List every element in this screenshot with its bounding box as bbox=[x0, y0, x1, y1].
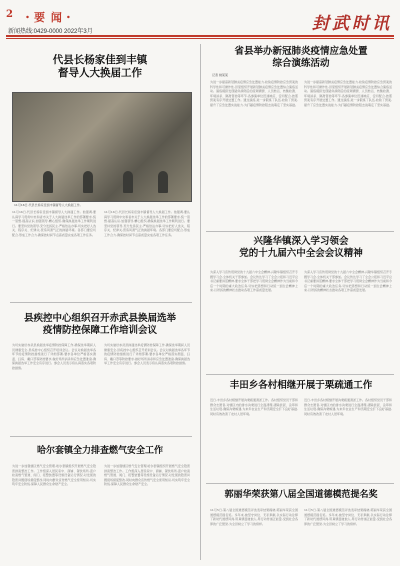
article-4-byline: 记者 姚某某 bbox=[212, 73, 228, 77]
page-number: 2 bbox=[6, 9, 13, 20]
article-5-body-col2: 为深入学习宣传贯彻党的十九届六中全会精神,兴隆华镇组织召开专题学习会,全体机关干部参加。会议传达学习了全会公报和习近平总书记重要讲话精神,要求全体干部把学习贯彻全会精神作为当前和今后一个时期的重大政治任务,切实把思想和行动统一到全会精神上来,以昂扬的精神状态推动各项工作高质量发展。 bbox=[304, 270, 392, 293]
headline-6: 丰田乡各村相继开展于栗疏通工作 bbox=[229, 380, 373, 391]
headline-5: 兴隆华镇深入学习领会 党的十九届六中全会会议精神 bbox=[239, 236, 363, 259]
headline-4: 省县举办新冠肺炎疫情应急处置 综合演练活动 bbox=[234, 46, 368, 69]
article-3-body-col1: 为进一步加强辖区燃气安全管理,哈尔套镇组织开展燃气安全隐患排查整治工作。工作组深入居民家中、商铺、餐饮场所,逐户检查燃气管道、阀门、报警装置等设施设备运行情况,对发现的隐患问题现场督促整改,同时向群众宣传燃气安全使用知识,切实筑牢安全防线,保障人民群众生命财产安全。 bbox=[12, 464, 96, 487]
article-4-body-col1: 为进一步提高新冠肺炎疫情应急处置能力,检验疫情防控应急预案的科学性和可操作性,县里组织开展新冠肺炎疫情应急处置综合演练活动。演练模拟发现疑似病例后的流调溯源、人员转运、核酸检测、环境消杀、隔离管控等环节,各参演单位迅速响应、密切配合,按照预案有序开展处置工作。通过演练,进一步锻炼了队伍,检验了预案,提升了应急处置实战能力,为打赢疫情防控阻击战奠定了坚实基础。 bbox=[210, 80, 298, 107]
separator bbox=[206, 483, 394, 484]
separator bbox=[206, 231, 394, 232]
article-1-body-col1: 11月16日,代县长杨家佳到丰镇督导人大换届工作。他强调,要认真学习贯彻中央和省市关于人大换届选举工作的部署要求,统一思想,提高认识,加强领导,精心组织,确保换届选举工作顺利进行。要坚持党的领导,充分发扬民主,严格依法办事,切实把好人选关、程序关、纪律关,营造风清气正的换届环境。各部门要密切配合,形成工作合力,确保按时间节点高质量完成各项工作任务。 bbox=[12, 210, 96, 237]
separator bbox=[10, 302, 192, 303]
article-7-body-col1: 11月5日,第八届全国道德模范评选表彰结果揭晓,郭丽华荣获全国道德模范提名奖。多年来,她坚守岗位、无私奉献,以实际行动诠释了新时代道德风尚,用真情温暖他人,用行动传递正能量,受到社会各界的广泛赞誉,为全县树立了学习的榜样。 bbox=[210, 508, 298, 526]
article-3-body-col2: 为进一步加强辖区燃气安全管理,哈尔套镇组织开展燃气安全隐患排查整治工作。工作组深入居民家中、商铺、餐饮场所,逐户检查燃气管道、阀门、报警装置等设施设备运行情况,对发现的隐患问题现场督促整改,同时向群众宣传燃气安全使用知识,切实筑牢安全防线,保障人民群众生命财产安全。 bbox=[104, 464, 190, 487]
article-5-body-col1: 为深入学习宣传贯彻党的十九届六中全会精神,兴隆华镇组织召开专题学习会,全体机关干部参加。会议传达学习了全会公报和习近平总书记重要讲话精神,要求全体干部把学习贯彻全会精神作为当前和今后一个时期的重大政治任务,切实把思想和行动统一到全会精神上来,以昂扬的精神状态推动各项工作高质量发展。 bbox=[210, 270, 298, 293]
headline-7: 郭丽华荣获第八届全国道德模范提名奖 bbox=[224, 490, 378, 500]
article-1-caption: 11月16日,代县长杨家佳到丰镇督导人大换届工作。 bbox=[14, 203, 83, 207]
article-1-photo bbox=[12, 92, 192, 202]
article-7-body-col2: 11月5日,第八届全国道德模范评选表彰结果揭晓,郭丽华荣获全国道德模范提名奖。多年来,她坚守岗位、无私奉献,以实际行动诠释了新时代道德风尚,用真情温暖他人,用行动传递正能量,受到社会各界的广泛赞誉,为全县树立了学习的榜样。 bbox=[304, 508, 392, 526]
article-2-body-col2: 为切实做好赤武县换届选举疫情防控保障工作,确保选举期间人员健康安全,县疾控中心组织召开培训会议。会议对换届选举各环节的疫情防控措施进行了详细部署,要求各单位严格落实测温、扫码、戴口罩等防控要求,做好场所消杀和应急处置准备,确保换届选举工作安全有序进行。参会人员表示将认真落实各项防控措施。 bbox=[104, 343, 190, 366]
headline-3: 哈尔套镇全力排查燃气安全工作 bbox=[36, 446, 163, 456]
header-rule bbox=[6, 35, 394, 37]
headline-2: 县疾控中心组织召开赤武县换届选举 疫情防控保障工作培训会议 bbox=[23, 313, 176, 336]
article-2-body-col1: 为切实做好赤武县换届选举疫情防控保障工作,确保选举期间人员健康安全,县疾控中心组织召开培训会议。会议对换届选举各环节的疫情防控措施进行了详细部署,要求各单位严格落实测温、扫码、戴口罩等防控要求,做好场所消杀和应急处置准备,确保换届选举工作安全有序进行。参会人员表示将认真落实各项防控措施。 bbox=[12, 343, 96, 370]
article-1-body-col2: 11月16日,代县长杨家佳到丰镇督导人大换届工作。他强调,要认真学习贯彻中央和省市关于人大换届选举工作的部署要求,统一思想,提高认识,加强领导,精心组织,确保换届选举工作顺利进行。要坚持党的领导,充分发扬民主,严格依法办事,切实把好人选关、程序关、纪律关,营造风清气正的换届环境。各部门要密切配合,形成工作合力,确保按时间节点高质量完成各项工作任务。 bbox=[104, 210, 190, 237]
article-6-body-col1: 近日,丰田乡各村相继开展沟渠疏通清淤工作。各村组织党员干部和群众志愿者,对辖区内的排水沟渠进行全面清理,清除淤泥、杂草和生活垃圾,确保沟渠畅通,为来年农业生产和汛期安全打下良好基础,同时有效改善了农村人居环境。 bbox=[210, 398, 298, 416]
article-4-body-col2: 为进一步提高新冠肺炎疫情应急处置能力,检验疫情防控应急预案的科学性和可操作性,县里组织开展新冠肺炎疫情应急处置综合演练活动。演练模拟发现疑似病例后的流调溯源、人员转运、核酸检测、环境消杀、隔离管控等环节,各参演单位迅速响应、密切配合,按照预案有序开展处置工作。通过演练,进一步锻炼了队伍,检验了预案,提升了应急处置实战能力,为打赢疫情防控阻击战奠定了坚实基础。 bbox=[304, 80, 392, 107]
section-title: ・要 闻・ bbox=[22, 11, 75, 24]
header-rule-thin bbox=[6, 38, 394, 39]
column-divider bbox=[200, 44, 201, 560]
masthead-logo: 封武时讯 bbox=[312, 14, 392, 34]
separator bbox=[10, 436, 192, 437]
editor-line: 新闻热线:0429-0000 2022年3月 bbox=[8, 29, 93, 35]
article-6-body-col2: 近日,丰田乡各村相继开展沟渠疏通清淤工作。各村组织党员干部和群众志愿者,对辖区内的排水沟渠进行全面清理,清除淤泥、杂草和生活垃圾,确保沟渠畅通,为来年农业生产和汛期安全打下良好基础,同时有效改善了农村人居环境。 bbox=[304, 398, 392, 416]
separator bbox=[206, 374, 394, 375]
headline-1: 代县长杨家佳到丰镇 督导人大换届工作 bbox=[52, 54, 148, 80]
